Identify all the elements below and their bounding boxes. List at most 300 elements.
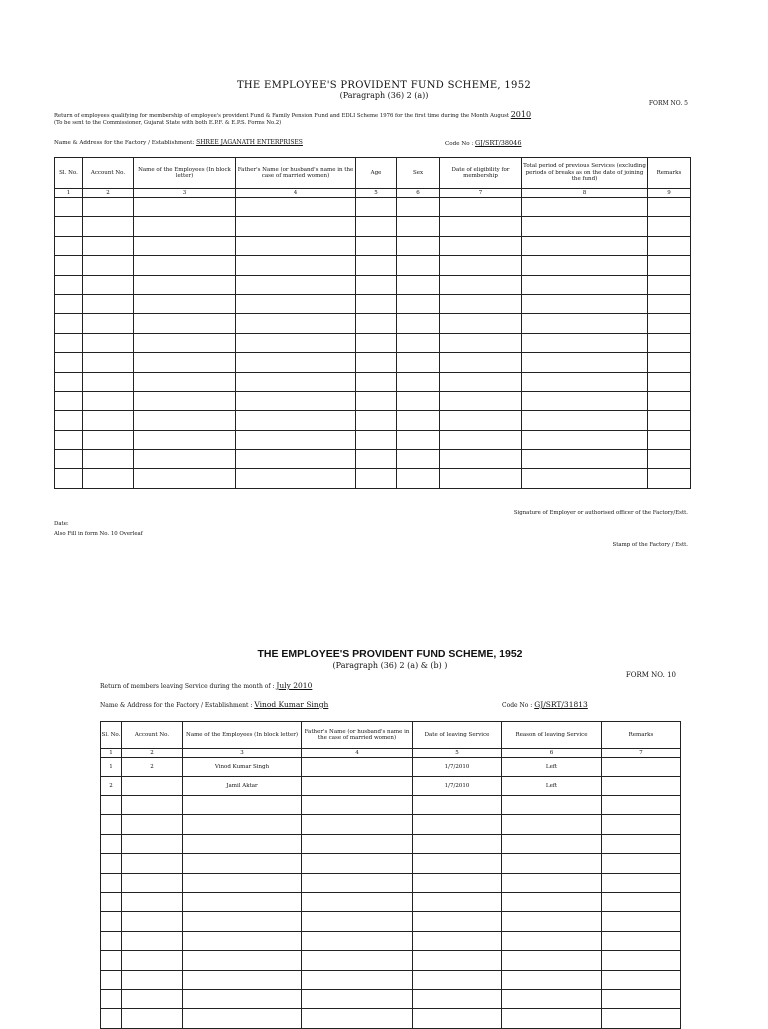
form10-cell (183, 815, 302, 834)
form10-cell (101, 951, 122, 970)
form10-cell (183, 873, 302, 892)
form10-cell (302, 873, 413, 892)
form5-cell (134, 353, 236, 372)
form10-cell (413, 989, 502, 1008)
form5-cell (356, 411, 397, 430)
form5-cell (440, 391, 522, 410)
form5-signature-line: Signature of Employer or authorised officer of the Factory/Estt. (513, 510, 688, 516)
form10-paragraph: (Paragraph (36) 2 (a) & (b) ) (332, 661, 448, 670)
form10-cell (502, 854, 602, 873)
form5-cell (83, 294, 134, 313)
form10-cell (101, 970, 122, 989)
form10-header-cell: Account No. (122, 722, 183, 749)
form5-cell (522, 411, 648, 430)
form10-empty-row (101, 873, 681, 892)
form5-cell (440, 236, 522, 255)
form5-cell (134, 469, 236, 488)
form10-cell (122, 854, 183, 873)
form5-cell (236, 256, 356, 275)
form5-cell (356, 450, 397, 469)
form5-cell (134, 372, 236, 391)
form10-cell (502, 951, 602, 970)
form5-cell (522, 198, 648, 217)
form10-cell (122, 815, 183, 834)
form5-return-text (54, 110, 531, 119)
form10-empty-row (101, 951, 681, 970)
form5-cell (648, 314, 691, 333)
form10-cell (101, 989, 122, 1008)
form10-empty-row (101, 815, 681, 834)
form10-cell (101, 931, 122, 950)
form5-col-number: 5 (356, 189, 397, 198)
form10-cell (502, 970, 602, 989)
form5-empty-row (55, 469, 691, 488)
form5-cell (134, 430, 236, 449)
form5-cell (440, 372, 522, 391)
form10-cell (122, 873, 183, 892)
form5-cell (83, 236, 134, 255)
form10-cell (413, 834, 502, 853)
form5-empty-row (55, 275, 691, 294)
form5-date-label: Date: (54, 521, 69, 527)
form5-paragraph: (Paragraph (36) 2 (a)) (339, 91, 429, 100)
form5-cell (356, 217, 397, 236)
form10-cell (122, 951, 183, 970)
form5-col-number: 3 (134, 189, 236, 198)
form5-cell (356, 294, 397, 313)
form10-cell (101, 912, 122, 931)
form5-cell (55, 391, 83, 410)
form5-cell (83, 275, 134, 294)
form10-return-text (100, 681, 312, 690)
form5-cell (356, 430, 397, 449)
form5-stamp-line: Stamp of the Factory / Estt. (612, 542, 688, 548)
form5-cell (397, 198, 440, 217)
form5-cell (55, 353, 83, 372)
form5-cell (236, 198, 356, 217)
form5-cell (83, 430, 134, 449)
form5-cell (440, 411, 522, 430)
form5-code-value: GJ/SRT/38046 (475, 139, 522, 147)
form10-cell (101, 796, 122, 815)
form5-header-cell: Sl. No. (55, 158, 83, 189)
form5-cell (522, 294, 648, 313)
form5-header-cell: Name of the Employees (In block letter) (134, 158, 236, 189)
form10-cell (602, 970, 681, 989)
form10-cell (502, 931, 602, 950)
form10-cell (413, 892, 502, 911)
form5-cell (356, 314, 397, 333)
form10-cell (602, 834, 681, 853)
form10-cell (302, 815, 413, 834)
form5-cell (55, 333, 83, 352)
form10-cell (413, 1009, 502, 1028)
form5-cell (397, 314, 440, 333)
form5-cell (55, 430, 83, 449)
form10-cell (101, 892, 122, 911)
form10-col-number: 2 (122, 749, 183, 758)
form5-header-cell: Remarks (648, 158, 691, 189)
form5-cell (440, 314, 522, 333)
form10-cell: Jamil Aktar (183, 777, 302, 796)
form5-cell (522, 353, 648, 372)
form5-header-cell: Sex (397, 158, 440, 189)
form10-cell (602, 796, 681, 815)
form10-col-number: 5 (413, 749, 502, 758)
form5-cell (522, 372, 648, 391)
form10-title: THE EMPLOYEE'S PROVIDENT FUND SCHEME, 1952 (257, 648, 523, 660)
form5-cell (397, 469, 440, 488)
form5-code (445, 139, 521, 147)
form10-empty-row (101, 931, 681, 950)
form5-cell (648, 294, 691, 313)
form10-cell (602, 777, 681, 796)
form5-cell (134, 198, 236, 217)
form10-cell (302, 951, 413, 970)
form5-empty-row (55, 217, 691, 236)
form10-cell (122, 931, 183, 950)
form10-cell (502, 892, 602, 911)
form5-col-number: 1 (55, 189, 83, 198)
form10-cell (122, 989, 183, 1008)
form10-cell (122, 796, 183, 815)
form10-empty-row (101, 796, 681, 815)
form10-cell (302, 970, 413, 989)
form5-cell (356, 236, 397, 255)
form5-cell (522, 469, 648, 488)
form5-cell (397, 411, 440, 430)
form10-cell (302, 796, 413, 815)
form5-cell (648, 353, 691, 372)
form5-also-fill: Also Fill in form No. 10 Overleaf (54, 531, 143, 537)
form10-cell (302, 854, 413, 873)
form5-cell (134, 411, 236, 430)
form5-cell (522, 430, 648, 449)
form10-table-row (101, 758, 681, 777)
form10-cell (122, 970, 183, 989)
form10-empty-row (101, 970, 681, 989)
form10-cell (602, 758, 681, 777)
form5-cell (356, 469, 397, 488)
form10-empty-row (101, 892, 681, 911)
form5-cell (522, 217, 648, 236)
form5-cell (440, 430, 522, 449)
form10-cell (602, 931, 681, 950)
form10-code-label: Code No : (502, 702, 533, 709)
form5-cell (648, 391, 691, 410)
form10-header-cell: Date of leaving Service (413, 722, 502, 749)
form10-number-row (101, 749, 681, 758)
form5-cell (522, 236, 648, 255)
form10-cell (602, 815, 681, 834)
form5-cell (648, 333, 691, 352)
form10-col-number: 1 (101, 749, 122, 758)
form10-cell (101, 834, 122, 853)
form5-cell (236, 450, 356, 469)
form5-cell (648, 256, 691, 275)
form5-header-cell: Account No. (83, 158, 134, 189)
form5-cell (55, 450, 83, 469)
form5-cell (648, 450, 691, 469)
form5-header-cell: Total period of previous Services (excluding periods of breaks as on the date of joining the fund) (522, 158, 648, 189)
form10-cell (413, 796, 502, 815)
form5-cell (440, 469, 522, 488)
form5-col-number: 7 (440, 189, 522, 198)
form5-cell (397, 236, 440, 255)
form10-header-row (101, 722, 681, 749)
form10-cell (183, 912, 302, 931)
form5-cell (55, 275, 83, 294)
form5-cell (55, 256, 83, 275)
form10-empty-row (101, 834, 681, 853)
form5-number: FORM NO. 5 (648, 100, 688, 107)
form10-cell (183, 989, 302, 1008)
form5-cell (134, 256, 236, 275)
form5-cell (236, 333, 356, 352)
form10-cell (602, 892, 681, 911)
form5-cell (236, 314, 356, 333)
form10-empty-row (101, 854, 681, 873)
form10-cell (302, 758, 413, 777)
form10-cell (602, 912, 681, 931)
form10-cell (122, 777, 183, 796)
form10-establishment-label: Name & Address for the Factory / Establishment : (100, 702, 253, 709)
form10-cell (122, 912, 183, 931)
form5-empty-row (55, 372, 691, 391)
form10-cell (122, 892, 183, 911)
form5-cell (236, 275, 356, 294)
form5-cell (440, 353, 522, 372)
form10-cell (302, 777, 413, 796)
form5-cell (397, 372, 440, 391)
form10-cell (302, 989, 413, 1008)
form5-cell (522, 275, 648, 294)
form10-cell: 2 (101, 777, 122, 796)
form10-cell (183, 854, 302, 873)
form5-cell (440, 275, 522, 294)
form5-cell (648, 372, 691, 391)
form5-note: (To be sent to the Commissioner, Gujarat State with both E.P.F. & E.P.S. Forms No.2) (54, 120, 282, 126)
form5-cell (397, 450, 440, 469)
form10-cell (183, 970, 302, 989)
form10-cell: 1/7/2010 (413, 777, 502, 796)
form5-cell (356, 372, 397, 391)
form5-cell (397, 353, 440, 372)
form5-header-cell: Father's Name (or husband's name in the case of married women) (236, 158, 356, 189)
form10-cell (602, 951, 681, 970)
form10-cell (602, 989, 681, 1008)
form5-empty-row (55, 430, 691, 449)
form10-cell (413, 951, 502, 970)
form5-col-number: 9 (648, 189, 691, 198)
form5-cell (397, 275, 440, 294)
form10-table (100, 721, 681, 1029)
form5-cell (55, 314, 83, 333)
form5-cell (236, 469, 356, 488)
form5-cell (83, 198, 134, 217)
form5-cell (356, 391, 397, 410)
form5-cell (83, 391, 134, 410)
form10-cell (183, 1009, 302, 1028)
form5-cell (236, 294, 356, 313)
form10-cell (183, 834, 302, 853)
form5-cell (648, 198, 691, 217)
form10-cell (413, 873, 502, 892)
form5-col-number: 4 (236, 189, 356, 198)
form5-cell (83, 217, 134, 236)
form5-cell (83, 256, 134, 275)
form5-cell (356, 353, 397, 372)
form5-establishment (54, 139, 303, 146)
form5-empty-row (55, 236, 691, 255)
form10-header-cell: Father's Name (or husband's name in the case of married women) (302, 722, 413, 749)
form5-table (54, 157, 691, 489)
form5-cell (397, 333, 440, 352)
form5-col-number: 6 (397, 189, 440, 198)
form5-cell (134, 333, 236, 352)
form5-empty-row (55, 353, 691, 372)
form10-cell (122, 834, 183, 853)
form10-cell (602, 854, 681, 873)
form10-col-number: 3 (183, 749, 302, 758)
form5-empty-row (55, 198, 691, 217)
form10-cell (413, 931, 502, 950)
form5-header-cell: Date of eligibility for membership (440, 158, 522, 189)
form5-cell (522, 450, 648, 469)
form10-header-cell: Reason of leaving Service (502, 722, 602, 749)
form10-cell (502, 873, 602, 892)
form10-cell (101, 1009, 122, 1028)
form5-cell (236, 430, 356, 449)
form5-cell (522, 333, 648, 352)
form10-cell (302, 912, 413, 931)
form5-cell (236, 411, 356, 430)
form5-cell (55, 411, 83, 430)
form5-cell (55, 198, 83, 217)
form5-cell (236, 217, 356, 236)
form5-cell (397, 217, 440, 236)
form5-cell (134, 294, 236, 313)
form10-cell (183, 951, 302, 970)
form5-cell (648, 411, 691, 430)
form10-cell (122, 1009, 183, 1028)
form5-cell (522, 256, 648, 275)
form5-cell (522, 391, 648, 410)
form10-cell (602, 1009, 681, 1028)
form10-cell (413, 912, 502, 931)
form5-empty-row (55, 450, 691, 469)
form10-cell (502, 815, 602, 834)
form5-empty-row (55, 294, 691, 313)
form5-cell (397, 256, 440, 275)
form10-cell: 1/7/2010 (413, 758, 502, 777)
form10-cell (413, 815, 502, 834)
form5-cell (83, 314, 134, 333)
form5-empty-row (55, 256, 691, 275)
form10-cell (502, 912, 602, 931)
form5-cell (648, 430, 691, 449)
form10-return-label: Return of members leaving Service during the month of : (100, 683, 275, 690)
form5-col-number: 8 (522, 189, 648, 198)
form5-cell (134, 236, 236, 255)
form10-cell: 2 (122, 758, 183, 777)
form10-col-number: 6 (502, 749, 602, 758)
form5-cell (397, 430, 440, 449)
form10-table-row (101, 777, 681, 796)
form5-cell (440, 256, 522, 275)
form5-cell (134, 217, 236, 236)
form10-code (502, 700, 588, 709)
form5-cell (356, 275, 397, 294)
form5-cell (134, 314, 236, 333)
form10-header-cell: Remarks (602, 722, 681, 749)
form5-cell (648, 236, 691, 255)
form10-establishment-name: Vinod Kumar Singh (254, 700, 329, 709)
form10-empty-row (101, 1009, 681, 1028)
form5-cell (236, 372, 356, 391)
form5-cell (83, 353, 134, 372)
form5-title: THE EMPLOYEE'S PROVIDENT FUND SCHEME, 1952 (236, 80, 532, 91)
form10-cell (302, 1009, 413, 1028)
form10-cell: 1 (101, 758, 122, 777)
form5-cell (397, 294, 440, 313)
form10-cell (413, 854, 502, 873)
form10-cell (302, 834, 413, 853)
form10-number: FORM NO. 10 (625, 671, 676, 679)
form5-cell (440, 333, 522, 352)
form5-cell (83, 333, 134, 352)
form10-cell (183, 931, 302, 950)
form10-cell: Left (502, 758, 602, 777)
form10-cell (502, 989, 602, 1008)
form10-cell: Left (502, 777, 602, 796)
form5-cell (440, 294, 522, 313)
form10-empty-row (101, 989, 681, 1008)
form5-return-year: 2010 (510, 110, 532, 119)
form5-cell (356, 256, 397, 275)
form5-cell (522, 314, 648, 333)
form5-cell (83, 372, 134, 391)
form5-cell (55, 372, 83, 391)
form5-establishment-label: Name & Address for the Factory / Establishment: (54, 140, 195, 146)
form10-cell (302, 892, 413, 911)
form5-cell (134, 391, 236, 410)
form10-header-cell: Name of the Employees (In block letter) (183, 722, 302, 749)
form5-cell (648, 469, 691, 488)
form5-empty-row (55, 314, 691, 333)
form10-header-cell: Sl. No. (101, 722, 122, 749)
form5-cell (134, 450, 236, 469)
form10-cell (101, 815, 122, 834)
form5-cell (236, 236, 356, 255)
form10-cell (302, 931, 413, 950)
form10-return-month: July 2010 (276, 681, 313, 690)
form10-cell (502, 834, 602, 853)
form5-cell (134, 275, 236, 294)
form5-establishment-name: SHREE JAGANATH ENTERPRISES (196, 139, 303, 146)
form5-cell (236, 391, 356, 410)
form5-cell (648, 275, 691, 294)
form10-cell (502, 796, 602, 815)
form10-cell (183, 796, 302, 815)
form5-empty-row (55, 391, 691, 410)
form10-establishment (100, 700, 328, 709)
form5-cell (440, 217, 522, 236)
form10-col-number: 7 (602, 749, 681, 758)
form5-cell (83, 450, 134, 469)
form5-return-label: Return of employees qualifying for membership of employee's provident Fund & Family Pension Fund and EDLI Scheme 1976 for the first time during the Month August (54, 113, 509, 119)
form5-cell (83, 469, 134, 488)
